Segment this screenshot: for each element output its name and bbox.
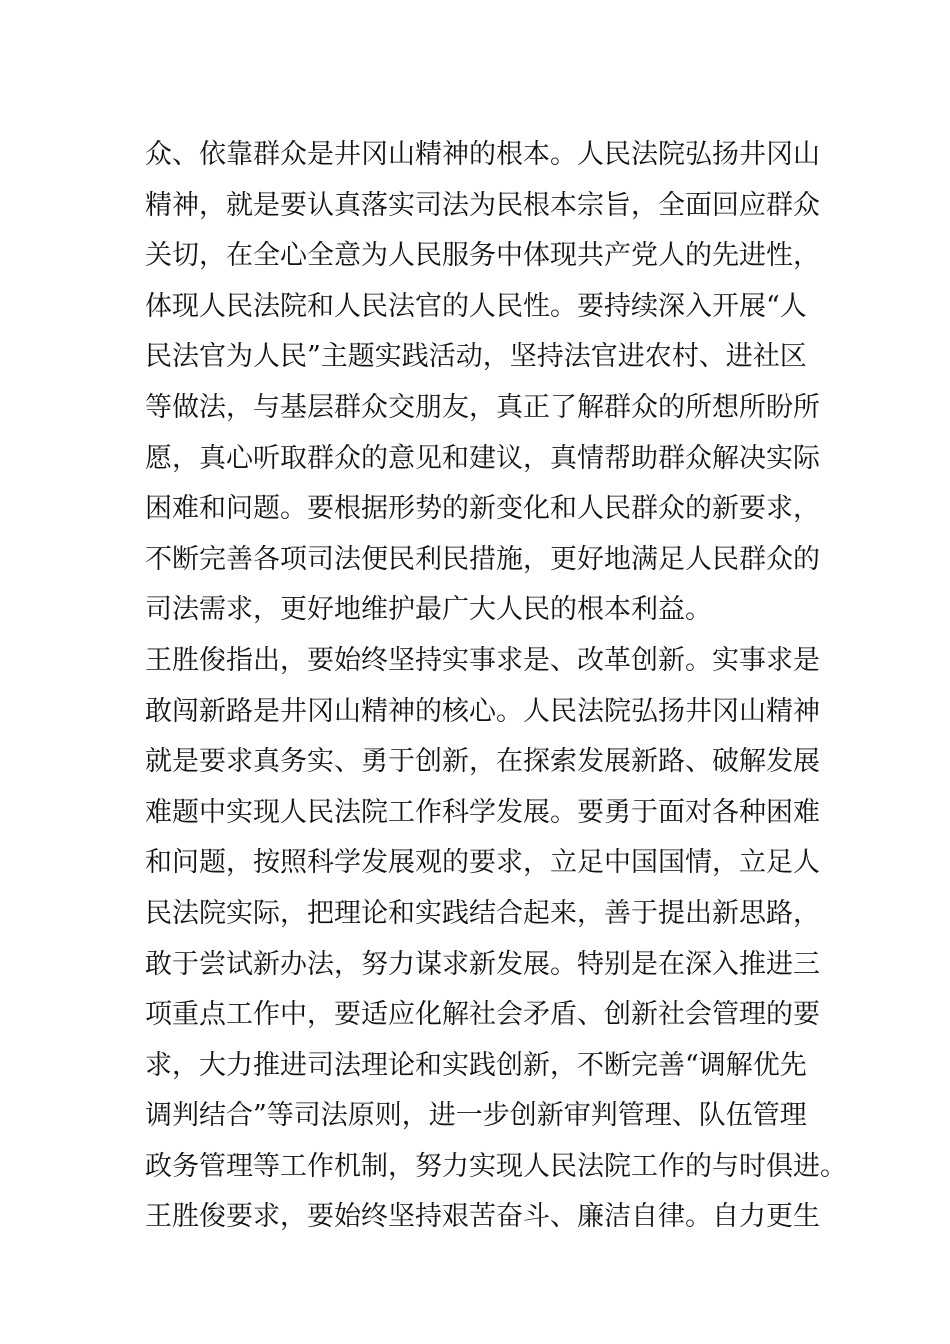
text-line: 求，大力推进司法理论和实践创新，不断完善“调解优先 — [145, 1049, 807, 1081]
text-line: 民法院实际，把理论和实践结合起来，善于提出新思路， — [145, 897, 820, 929]
text-line: 司法需求，更好地维护最广大人民的根本利益。 — [145, 594, 712, 626]
text-line: 就是要求真务实、勇于创新，在探索发展新路、破解发展 — [145, 746, 820, 778]
text-line: 民法官为人民”主题实践活动，坚持法官进农村、进社区 — [145, 341, 807, 373]
text-line: 政务管理等工作机制，努力实现人民法院工作的与时俱进。 — [145, 1150, 847, 1182]
text-line: 体现人民法院和人民法官的人民性。要持续深入开展“人 — [145, 290, 807, 322]
text-line: 精神，就是要认真落实司法为民根本宗旨，全面回应群众 — [145, 189, 820, 221]
text-line: 敢闯新路是井冈山精神的核心。人民法院弘扬井冈山精神 — [145, 695, 820, 727]
text-line: 王胜俊指出，要始终坚持实事求是、改革创新。实事求是 — [145, 644, 820, 676]
text-line: 困难和问题。要根据形势的新变化和人民群众的新要求， — [145, 493, 820, 525]
text-line: 调判结合”等司法原则，进一步创新审判管理、队伍管理 — [145, 1100, 807, 1132]
text-line: 众、依靠群众是井冈山精神的根本。人民法院弘扬井冈山 — [145, 139, 820, 170]
text-line: 敢于尝试新办法，努力谋求新发展。特别是在深入推进三 — [145, 948, 820, 980]
text-line: 关切，在全心全意为人民服务中体现共产党人的先进性， — [145, 240, 820, 272]
document-body — [145, 130, 847, 1243]
text-line: 项重点工作中，要适应化解社会矛盾、创新社会管理的要 — [145, 999, 820, 1031]
text-line: 不断完善各项司法便民利民措施，更好地满足人民群众的 — [145, 543, 820, 575]
text-line: 和问题，按照科学发展观的要求，立足中国国情，立足人 — [145, 847, 820, 879]
text-line: 愿，真心听取群众的意见和建议，真情帮助群众解决实际 — [145, 442, 820, 474]
text-line: 难题中实现人民法院工作科学发展。要勇于面对各种困难 — [145, 796, 820, 828]
text-line: 王胜俊要求，要始终坚持艰苦奋斗、廉洁自律。自力更生 — [145, 1201, 820, 1233]
text-line: 等做法，与基层群众交朋友，真正了解群众的所想所盼所 — [145, 391, 820, 423]
